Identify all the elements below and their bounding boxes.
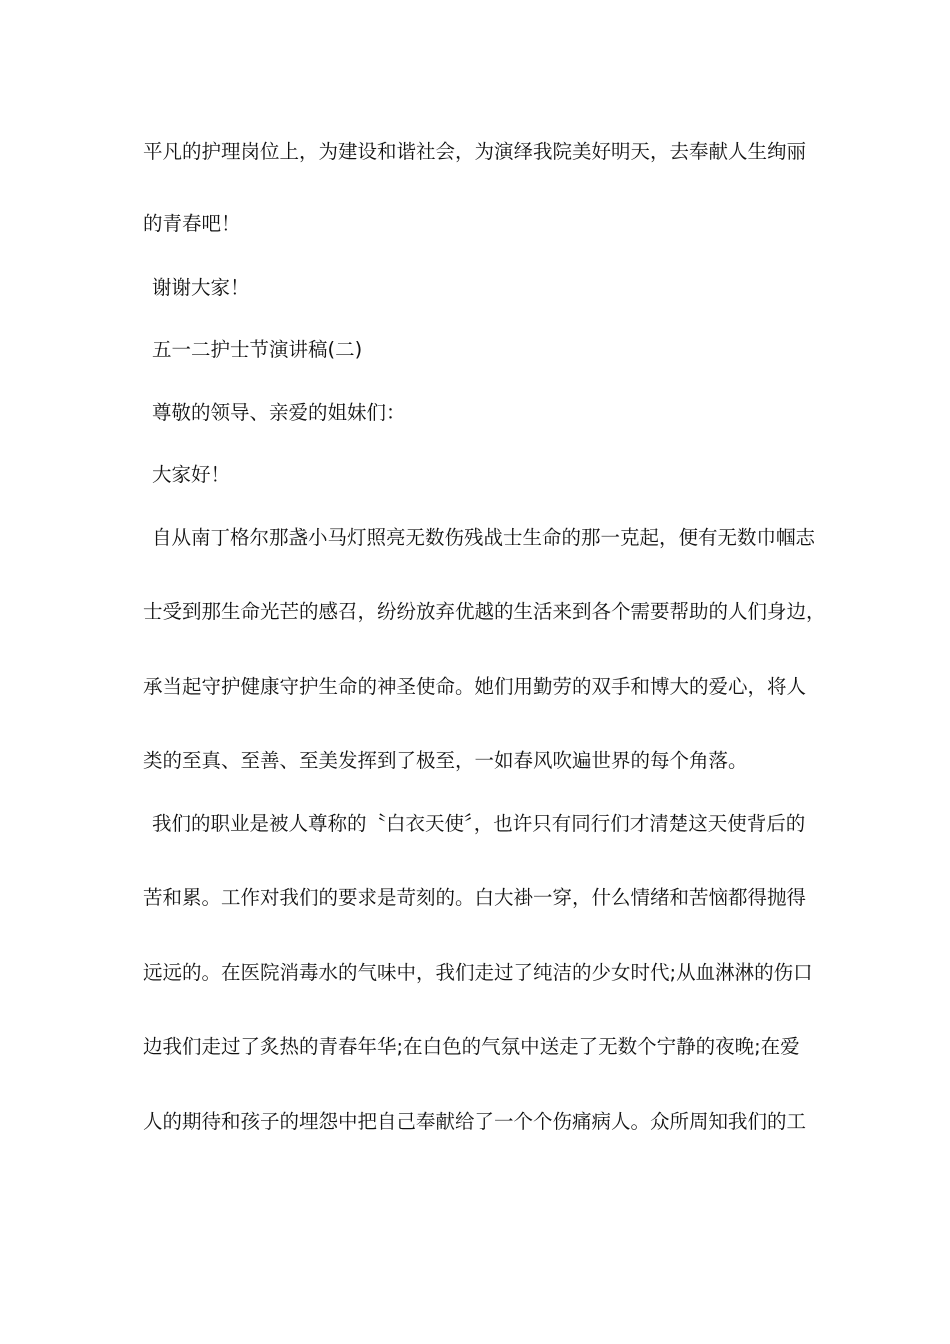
paragraph-line: 类的至真、至善、至美发挥到了极至，一如春风吹遍世界的每个角落。: [143, 749, 748, 772]
section-title: 五一二护士节演讲稿(二): [152, 338, 363, 361]
paragraph-line: 远远的。在医院消毒水的气味中，我们走过了纯洁的少女时代;从血淋淋的伤口: [143, 961, 813, 984]
paragraph-line: 边我们走过了炙热的青春年华;在白色的气氛中送走了无数个宁静的夜晚;在爱: [143, 1035, 800, 1058]
closing-thanks: 谢谢大家！: [152, 276, 250, 299]
salutation: 尊敬的领导、亲爱的姐妹们：: [152, 401, 406, 424]
paragraph-line: 士受到那生命光芒的感召，纷纷放弃优越的生活来到各个需要帮助的人们身边，: [143, 600, 826, 623]
paragraph-line: 苦和累。工作对我们的要求是苛刻的。白大褂一穿，什么情绪和苦恼都得抛得: [143, 886, 807, 909]
paragraph-line: 自从南丁格尔那盏小马灯照亮无数伤残战士生命的那一克起，便有无数巾帼志: [152, 526, 816, 549]
paragraph-line: 承当起守护健康守护生命的神圣使命。她们用勤劳的双手和博大的爱心，将人: [143, 675, 807, 698]
paragraph-line: 的青春吧！: [143, 212, 241, 235]
paragraph-line: 我们的职业是被人尊称的〝白衣天使〞，也许只有同行们才清楚这天使背后的: [152, 812, 806, 835]
greeting: 大家好！: [152, 463, 231, 486]
paragraph-line: 平凡的护理岗位上，为建设和谐社会，为演绎我院美好明天，去奉献人生绚丽: [143, 140, 807, 163]
paragraph-line: 人的期待和孩子的埋怨中把自己奉献给了一个个伤痛病人。众所周知我们的工: [143, 1110, 807, 1133]
